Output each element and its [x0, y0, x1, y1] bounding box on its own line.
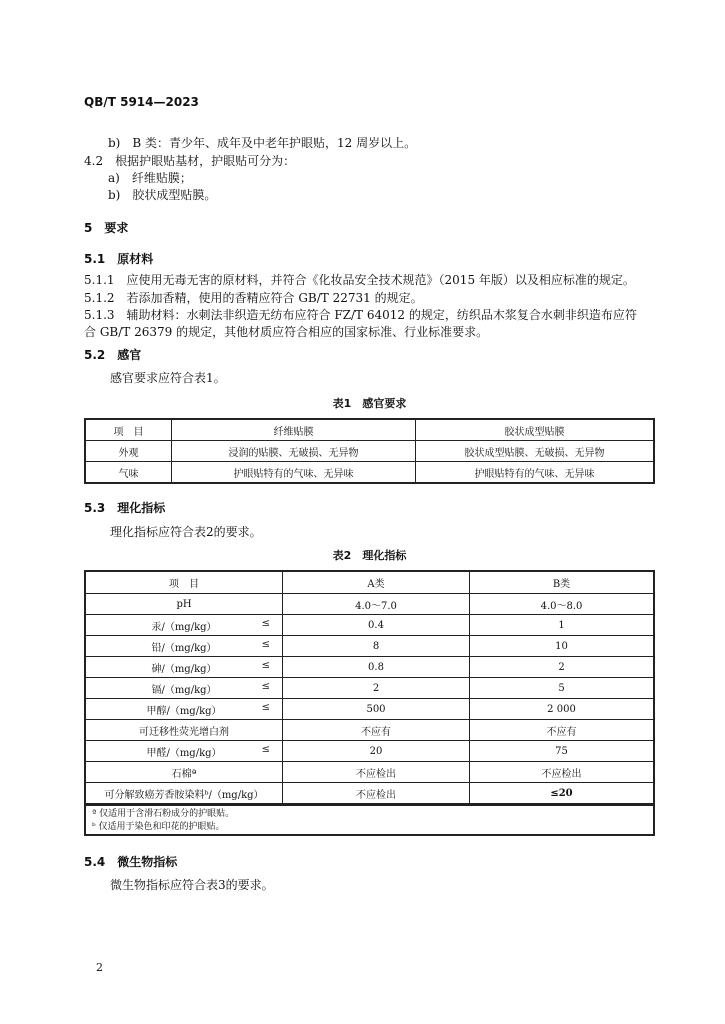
table-cell: ≤20	[470, 783, 655, 805]
table-cell: 0.8	[283, 657, 470, 678]
table-header-row	[85, 419, 654, 441]
table-cell: 不应检出	[283, 762, 470, 783]
section-5-heading: 5 要求	[84, 221, 129, 235]
table-cell	[85, 699, 283, 720]
item-label: 镉/（mg/kg）	[151, 684, 217, 696]
item-label: 铅/（mg/kg）	[151, 642, 217, 654]
page-number: 2	[96, 961, 103, 974]
le-symbol: ≤	[261, 702, 270, 713]
table-cell: 石棉ª	[85, 762, 283, 783]
table-cell: 2	[470, 657, 655, 678]
table-cell: 气味	[85, 462, 172, 484]
table-cell: 护眼贴特有的气味、无异味	[416, 462, 655, 484]
table-cell: pH	[85, 594, 283, 615]
table-cell	[85, 615, 283, 636]
item-label: 汞/（mg/kg）	[151, 621, 217, 633]
table-row	[85, 657, 654, 678]
section-5-3-text: 理化指标应符合表2的要求。	[110, 525, 262, 539]
le-symbol: ≤	[261, 744, 270, 755]
table-header-cell: 胶状成型贴膜	[416, 419, 655, 441]
table-row	[85, 720, 654, 741]
table-2-caption: 表2 理化指标	[332, 549, 407, 562]
table-cell: 可分解致癌芳香胺染料ᵇ/（mg/kg）	[85, 783, 283, 805]
table-header-cell: B类	[470, 571, 655, 594]
table-header-cell: 项 目	[85, 419, 172, 441]
table-cell: 75	[470, 741, 655, 762]
table-cell: 不应检出	[283, 783, 470, 805]
table-cell: 浸润的贴膜、无破损、无异物	[172, 441, 416, 462]
section-5-2-heading: 5.2 感官	[84, 348, 142, 362]
table-header-cell: A类	[283, 571, 470, 594]
table-cell	[85, 636, 283, 657]
table-2-notes	[84, 805, 655, 836]
table-cell: 胶状成型贴膜、无破损、无异物	[416, 441, 655, 462]
table-row	[85, 615, 654, 636]
table-cell	[85, 741, 283, 762]
table-row	[85, 636, 654, 657]
section-5-1-heading: 5.1 原材料	[84, 252, 154, 266]
table-cell: 500	[283, 699, 470, 720]
clause-5-1-2: 5.1.2 若添加香精，使用的香精应符合 GB/T 22731 的规定。	[84, 291, 423, 305]
table-cell: 4.0～8.0	[470, 594, 655, 615]
table-cell: 护眼贴特有的气味、无异味	[172, 462, 416, 484]
clause-5-1-1: 5.1.1 应使用无毒无害的原材料，并符合《化妆品安全技术规范》（2015 年版）以及相应标准的规定。	[84, 273, 635, 287]
table-cell: 外观	[85, 441, 172, 462]
list-item-b: b) 胶状成型贴膜。	[108, 188, 217, 202]
item-label: 甲醇/（mg/kg）	[146, 705, 222, 717]
clause-4-2: 4.2 根据护眼贴基材，护眼贴可分为：	[84, 154, 296, 168]
table-header-row	[85, 571, 654, 594]
table-row	[85, 741, 654, 762]
table-cell	[85, 657, 283, 678]
clause-5-1-3-line2: 合 GB/T 26379 的规定，其他材质应符合相应的国家标准、行业标准要求。	[84, 325, 489, 339]
le-symbol: ≤	[261, 660, 270, 671]
table-cell: 20	[283, 741, 470, 762]
table-header-cell: 项 目	[85, 571, 283, 594]
table-cell	[85, 678, 283, 699]
item-label: 甲醛/（mg/kg）	[146, 747, 222, 759]
table-row	[85, 762, 654, 783]
section-5-4-heading: 5.4 微生物指标	[84, 855, 178, 869]
table-cell: 不应有	[283, 720, 470, 741]
section-5-4-text: 微生物指标应符合表3的要求。	[110, 878, 274, 892]
table-header-cell: 纤维贴膜	[172, 419, 416, 441]
table-cell: 4.0～7.0	[283, 594, 470, 615]
table-cell: 5	[470, 678, 655, 699]
le-symbol: ≤	[261, 681, 270, 692]
table-row	[85, 678, 654, 699]
table-row	[85, 462, 654, 484]
table-cell: 8	[283, 636, 470, 657]
table-cell: 2	[283, 678, 470, 699]
le-symbol: ≤	[261, 618, 270, 629]
table-cell: 0.4	[283, 615, 470, 636]
table-row	[85, 783, 654, 805]
table-cell: 1	[470, 615, 655, 636]
table-1-caption: 表1 感官要求	[332, 397, 407, 410]
section-5-3-heading: 5.3 理化指标	[84, 501, 166, 515]
table-1	[84, 418, 655, 484]
le-symbol: ≤	[261, 639, 270, 650]
clause-5-1-3-line1: 5.1.3 辅助材料：水刺法非织造无纺布应符合 FZ/T 64012 的规定，纺织品木浆复合水刺非织造布应符	[84, 308, 637, 322]
table-2	[84, 570, 655, 805]
table-row	[85, 441, 654, 462]
list-item-a: a) 纤维贴膜；	[108, 171, 192, 185]
table-cell: 不应有	[470, 720, 655, 741]
table-cell: 可迁移性荧光增白剂	[85, 720, 283, 741]
table-cell: 2 000	[470, 699, 655, 720]
table-row	[85, 594, 654, 615]
class-b-line: b) B 类：青少年、成年及中老年护眼贴，12 周岁以上。	[108, 136, 417, 150]
table-row	[85, 699, 654, 720]
section-5-2-text: 感官要求应符合表1。	[110, 371, 226, 385]
table-cell: 不应检出	[470, 762, 655, 783]
table-note: ª 仅适用于含滑石粉成分的护眼贴。	[92, 809, 235, 819]
item-label: 砷/（mg/kg）	[151, 663, 217, 675]
standard-number: QB/T 5914—2023	[84, 95, 199, 109]
table-note: ᵇ 仅适用于染色和印花的护眼贴。	[92, 822, 225, 832]
table-cell: 10	[470, 636, 655, 657]
